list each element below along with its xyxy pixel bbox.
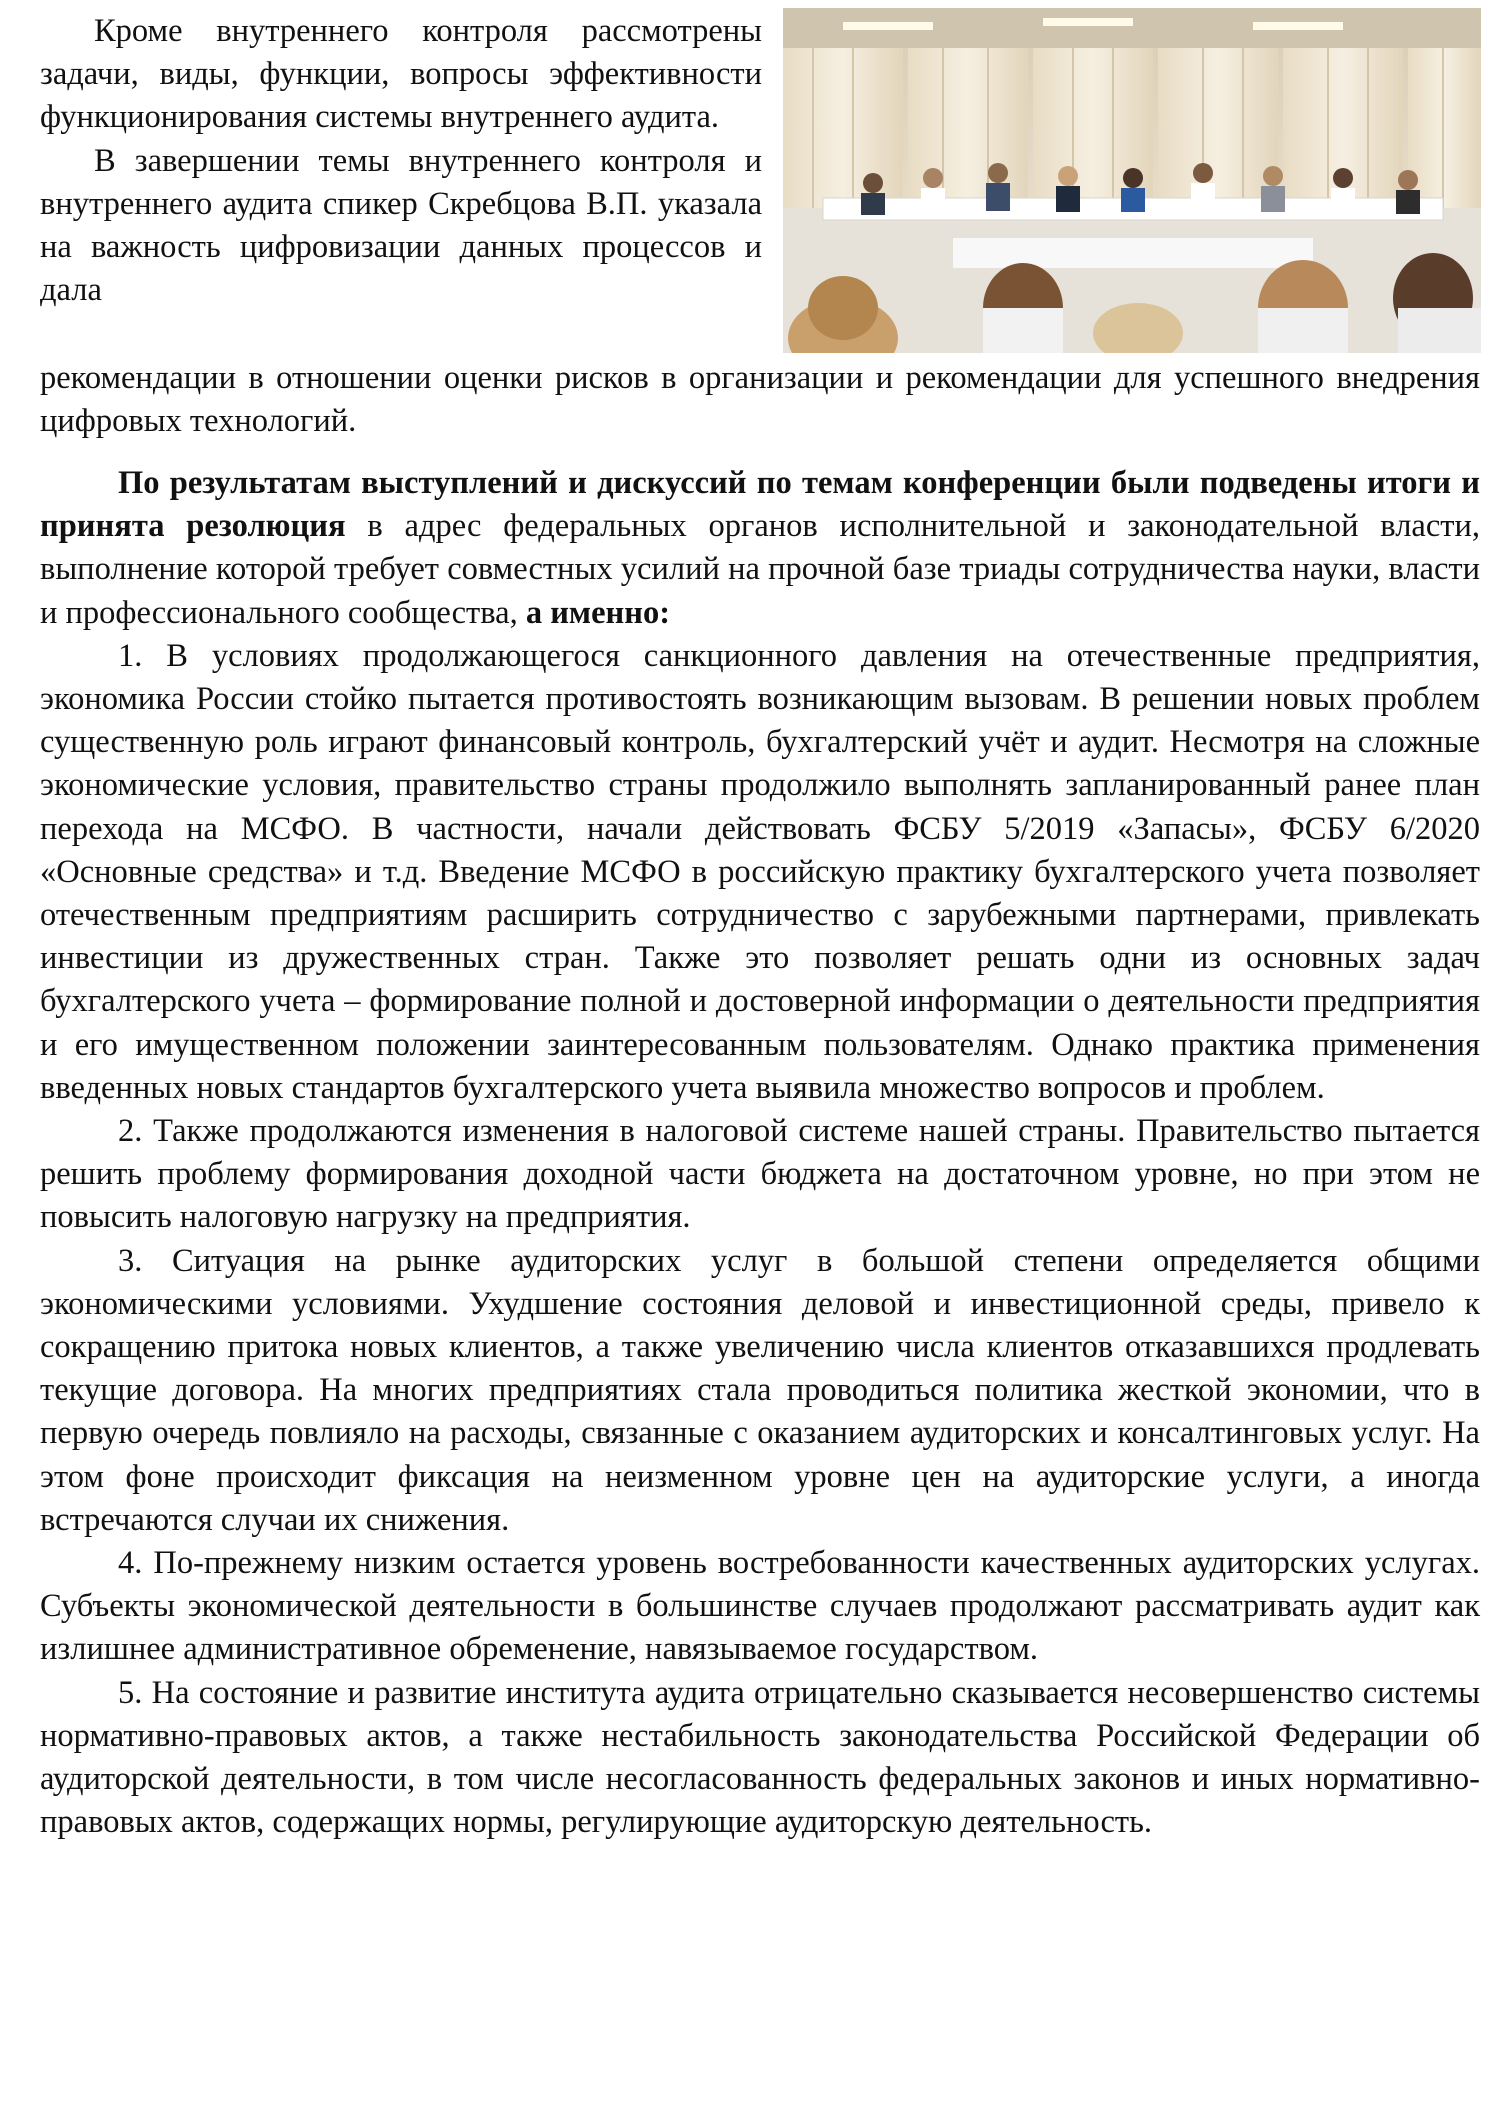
resolution-bold-lead: По результатам выступлений и дискуссий по темам конференции были подведены итоги и принята резолюция <box>40 465 1480 545</box>
resolution-paragraph <box>40 462 1480 635</box>
resolution-section <box>40 462 1480 1845</box>
resolution-item-5: 5. На состояние и развитие института аудита отрицательно сказывается несовершенство системы нормативно-правовых актов, а также нестабильность законодательства Российской Федерации об аудиторской деятельности, в том числе несогласованность федеральных законов и иных нормативно-правовых актов, содержащих нормы, регулирующие аудиторскую деятельность. <box>40 1674 1480 1841</box>
intro-column <box>40 10 762 312</box>
resolution-item-3: 3. Ситуация на рынке аудиторских услуг в большой степени определяется общими экономическими условиями. Ухудшение состояния деловой и инвестиционной среды, привело к сокращению притока новых клиентов, а также увеличению числа клиентов отказавшихся продлевать текущие договора. На многих предприятиях стала проводиться политика жесткой экономии, что в первую очередь повлияло на расходы, связанные с оказанием аудиторских и консалтинговых услуг. На этом фоне происходит фиксация на неизменном уровне цен на аудиторские услуги, а иногда встречаются случаи их снижения. <box>40 1242 1480 1538</box>
intro-paragraph-1: Кроме внутреннего контроля рассмотрены задачи, виды, функции, вопросы эффективности функционирования системы внутреннего аудита. <box>40 13 762 136</box>
intro-paragraph-2: В завершении темы внутреннего контроля и внутреннего аудита спикер Скребцова В.П. указала на важность цифровизации данных процессов и дала <box>40 142 762 309</box>
resolution-item-1: 1. В условиях продолжающегося санкционного давления на отечественные предприятия, экономика России стойко пытается противостоять возникающим вызовам. В решении новых проблем существенную роль играют финансовый контроль, бухгалтерский учёт и аудит. Несмотря на сложные экономические условия, правительство страны продолжило выполнять запланированный ранее план перехода на МСФО. В частности, начали действовать ФСБУ 5/2019 «Запасы», ФСБУ 6/2020 «Основные средства» и т.д. Введение МСФО в российскую практику бухгалтерского учета позволяет отечественным предприятиям расширить сотрудничество с зарубежными партнерами, привлекать инвестиции из дружественных стран. Также это позволяет решать одни из основных задач бухгалтерского учета – формирование полной и достоверной информации о деятельности предприятия и его имущественном положении заинтересованным пользователям. Однако практика применения введенных новых стандартов бухгалтерского учета выявила множество вопросов и проблем. <box>40 637 1480 1106</box>
resolution-bold-tail: а именно: <box>517 594 671 631</box>
intro-continuation: рекомендации в отношении оценки рисков в организации и рекомендации для успешного внедрения цифровых технологий. <box>40 360 1480 440</box>
resolution-text: в адрес федеральных органов исполнительной и законодательной власти, выполнение которой требует совместных усилий на прочной базе триады сотрудничества науки, власти и профессионального сообщества, <box>40 508 1480 631</box>
conference-photo <box>783 8 1481 353</box>
resolution-item-2: 2. Также продолжаются изменения в налоговой системе нашей страны. Правительство пытается решить проблему формирования доходной части бюджета на достаточном уровне, но при этом не повысить налоговую нагрузку на предприятия. <box>40 1113 1480 1236</box>
conference-photo-icon <box>783 8 1481 353</box>
resolution-item-4: 4. По-прежнему низким остается уровень востребованности качественных аудиторских услугах. Субъекты экономической деятельности в большинстве случаев продолжают рассматривать аудит как излишнее административное обременение, навязываемое государством. <box>40 1545 1480 1668</box>
